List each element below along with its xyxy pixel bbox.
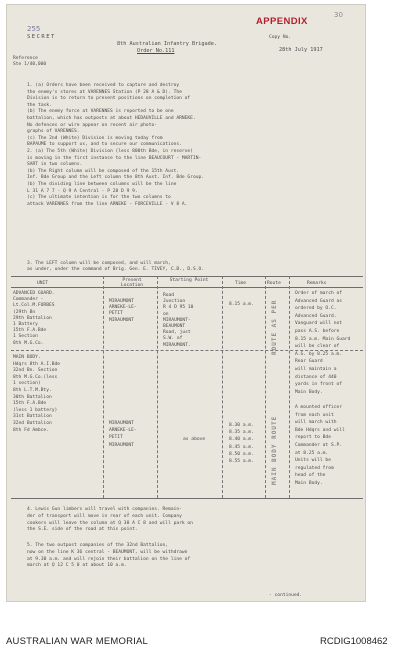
unit-line: Lt.Col.M.FORBES <box>13 303 55 309</box>
remarks-line: will be clear of <box>295 344 340 350</box>
secret-label: SECRET <box>27 34 56 40</box>
advanced-guard-time: 8.15 a.m. <box>229 302 254 307</box>
body-line: the enemy's stores at VARENNES Station (P 28 A & D). The <box>27 89 182 95</box>
footer-archive-name: AUSTRALIAN WAR MEMORIAL <box>6 636 149 647</box>
location-line: MIRAUMONT <box>109 442 134 448</box>
starting-point-line: on <box>163 311 169 317</box>
unit-line: 30th Battalion <box>13 394 52 400</box>
page-number: 30 <box>334 11 343 19</box>
unit-line: 1 section) <box>13 381 41 387</box>
location-line: ARNEKE-LE- <box>109 305 137 311</box>
unit-line: (less 1 battery) <box>13 407 58 413</box>
location-line: PETIT <box>109 311 123 317</box>
location-line: MIRAUMONT <box>109 421 134 426</box>
time-line: 8.35 a.m. <box>229 430 254 436</box>
col-divider <box>222 276 223 498</box>
body-line: (b) The enemy force at VARENNES is reported to be one <box>27 109 174 115</box>
section-3-line: as under, under the command of Brig. Gen. E. TIVEY, C.B., D.S.O. <box>27 267 205 273</box>
unit-line: 8th L.T.M.Bty. <box>13 388 52 393</box>
body-line: Division is to return to present positions on completion of <box>27 96 191 102</box>
remarks-line: pass A.S. before <box>295 329 340 334</box>
body-line: 2. (a) The 5th (White) Division (less 800th Bde, in reserve) <box>27 149 193 154</box>
section-5-line: at 9.30 a.m. and will rejoin their battalion on the line of <box>27 556 191 562</box>
col-divider <box>157 276 158 498</box>
col-header-starting-point: Starting Point <box>169 278 209 283</box>
starting-point-line: BEAUMONT <box>163 324 186 329</box>
remarks-line: Advanced Guard. <box>295 313 337 319</box>
unit-line: 32nd Bn. Section <box>13 368 58 374</box>
section-5-line: now on the line K 36 central - BEAUMONT, will be withdrawn <box>27 549 188 555</box>
col-divider <box>265 276 266 498</box>
reference-label: Reference <box>13 56 38 61</box>
body-line: (c) The ultimate intention is for the two columns to <box>27 195 171 201</box>
col-header-unit: UNIT <box>37 281 49 286</box>
time-line: 8.30 a.m. <box>229 423 254 428</box>
body-line: battalion, which has outposts at about HEDAUVILLE and ARNEKE. <box>27 116 196 121</box>
body-line: graphs of VARENNES. <box>27 129 80 135</box>
body-line: SART in two columns. <box>27 162 83 168</box>
section-3-line: 3. The LEFT column will be composed, and will march, <box>27 261 171 266</box>
time-line: 8.50 a.m. <box>229 451 254 457</box>
remarks-line: 8.15 a.m. Main Guard <box>295 336 351 342</box>
time-line: 8.40 a.m. <box>229 437 254 443</box>
body-line: is moving in the first instance to the line BEAUCOURT - MARTIN- <box>27 155 202 161</box>
unit-line: 1 Section <box>13 334 38 340</box>
section-4-line: cookers will leave the column at Q 30 A C 8 and will park on <box>27 520 193 526</box>
location-line: MIRAUMONT <box>109 317 134 323</box>
unit-line: Commander - <box>13 297 44 303</box>
section-4-line: 4. Lewis Gun limbers will travel with companies. Remain- <box>27 507 182 512</box>
unit-line: 15th F.A.Bde <box>13 328 47 334</box>
unit-line: 8th M.G.Co. <box>13 340 44 346</box>
body-line: attack VARENNES from the line ARNEKE - FORCEVILLE - V 8 A. <box>27 201 188 207</box>
col-header-time: Time <box>235 281 247 286</box>
remarks-line: head of the <box>295 473 326 479</box>
remarks-line: will maintain a <box>295 367 337 372</box>
body-line: the task. <box>27 102 52 108</box>
brigade-title: 8th Australian Infantry Brigade. <box>117 41 217 47</box>
remarks-line: Vanguard will not <box>295 321 343 327</box>
location-line: PETIT <box>109 435 123 441</box>
unit-line: 31st Battalion <box>13 414 52 420</box>
remarks-line: distance of 440 <box>295 374 337 380</box>
starting-point-line: Road, just <box>163 330 191 336</box>
unit-line: (29th Bn <box>13 309 36 315</box>
route-stamp-main-body: MAIN BODY ROUTE <box>271 415 278 485</box>
remarks-line: Commander at S.P. <box>295 443 343 448</box>
main-body-starting-point: as above <box>183 437 206 442</box>
col-header-remarks: Remarks <box>307 281 327 286</box>
starting-point-line: Junction <box>163 299 186 305</box>
copy-no-label: Copy No. <box>269 35 292 40</box>
remarks-line: yards in front of <box>295 382 343 388</box>
order-date: 28th July 1917 <box>279 47 323 53</box>
body-line: 1. (a) Orders have been received to capture and destroy <box>27 83 180 88</box>
table-top-rule <box>11 276 363 277</box>
remarks-line: ordered by O.C. <box>295 306 337 312</box>
body-line: (b) The dividing line between columns will be the line <box>27 182 177 187</box>
time-line: 8.55 a.m. <box>229 459 254 464</box>
footer-record-id: RCDIG1008462 <box>320 636 388 647</box>
map-reference: Ste 1/40,000 <box>13 62 47 67</box>
unit-line: MAIN BODY. <box>13 355 41 360</box>
body-line: BAPAUME to support us, and to secure our communications. <box>27 142 182 148</box>
unit-line: 1 Battery <box>13 322 38 327</box>
document-page <box>6 4 366 602</box>
remarks-line: A.S. by 8.25 a.m. <box>295 351 343 357</box>
continued-label: - continued. <box>269 593 303 598</box>
col-header-location: Present Location <box>120 278 144 289</box>
order-number: Order No.111 <box>137 48 175 54</box>
handwritten-number: 255 <box>27 25 41 33</box>
section-4-line: the S.E. side of the road at this point. <box>27 527 138 533</box>
starting-point-line: Road <box>163 293 175 298</box>
remarks-line: Main Body. <box>295 481 323 486</box>
section-5-line: 5. The two outpost companies of the 32nd Battalion, <box>27 543 169 548</box>
remarks-line: at 8.25 a.m. <box>295 450 329 456</box>
unit-line: 8th Fd Ambce. <box>13 427 49 433</box>
location-line: ARNEKE-LE- <box>109 428 137 434</box>
section-5-line: march at Q 12 C 5 0 at about 10 a.m. <box>27 563 127 569</box>
starting-point-line: MIRAUMONT- <box>163 317 191 323</box>
starting-point-line: R 4 D 95 10 <box>163 305 194 311</box>
col-header-route: Route <box>267 281 281 286</box>
unit-line: 8th M.G.Co.(less <box>13 374 58 380</box>
remarks-line: Main Body. <box>295 389 323 395</box>
body-line: Inf. Bde Group and the Left column the 8th Aust. Inf. Bde Group. <box>27 175 205 181</box>
body-line: (b) The Right column will be composed of the 15th Aust. <box>27 168 180 174</box>
table-header-rule <box>11 287 363 288</box>
remarks-line: report to Bde <box>295 435 331 441</box>
remarks-line: Bde Hdqrs and will <box>295 427 345 433</box>
col-divider <box>289 276 290 498</box>
body-line: (c) The 2nd (White) Division is moving today from <box>27 135 163 141</box>
unit-line: Hdqrs 8th A.I.Bde <box>13 361 61 367</box>
unit-line: 32nd Battalion <box>13 421 52 426</box>
starting-point-line: MIRAUMONT. <box>163 342 191 348</box>
location-line: MIRAUMONT <box>109 299 134 304</box>
remarks-line: regulated from <box>295 465 334 471</box>
remarks-line: A mounted officer <box>295 405 343 410</box>
appendix-stamp: APPENDIX <box>256 16 308 27</box>
unit-line: 29th Battalion <box>13 315 52 321</box>
col-divider <box>103 276 104 498</box>
route-stamp: ROUTE AS PER <box>271 299 278 355</box>
table-bottom-rule <box>11 498 363 499</box>
unit-line: ADVANCED GUARD. <box>13 291 55 296</box>
remarks-line: will march with <box>295 420 337 426</box>
remarks-line: Units will be <box>295 458 331 464</box>
time-line: 8.45 a.m. <box>229 444 254 450</box>
unit-line: 15th F.A.Bde <box>13 401 47 407</box>
remarks-line: Order of march of <box>295 291 343 296</box>
remarks-line: from each unit <box>295 412 334 418</box>
body-line: L 31 A 7 7 - Q 9 A Central - P 28 D 9 9. <box>27 188 138 194</box>
section-4-line: der of transport will move in rear of each unit. Company <box>27 513 182 519</box>
remarks-line: Rear Guard <box>295 359 323 365</box>
body-line: No defences or wire appear on recent air photo- <box>27 122 157 128</box>
starting-point-line: S.W. of <box>163 336 183 342</box>
remarks-line: Advanced Guard as <box>295 298 343 304</box>
